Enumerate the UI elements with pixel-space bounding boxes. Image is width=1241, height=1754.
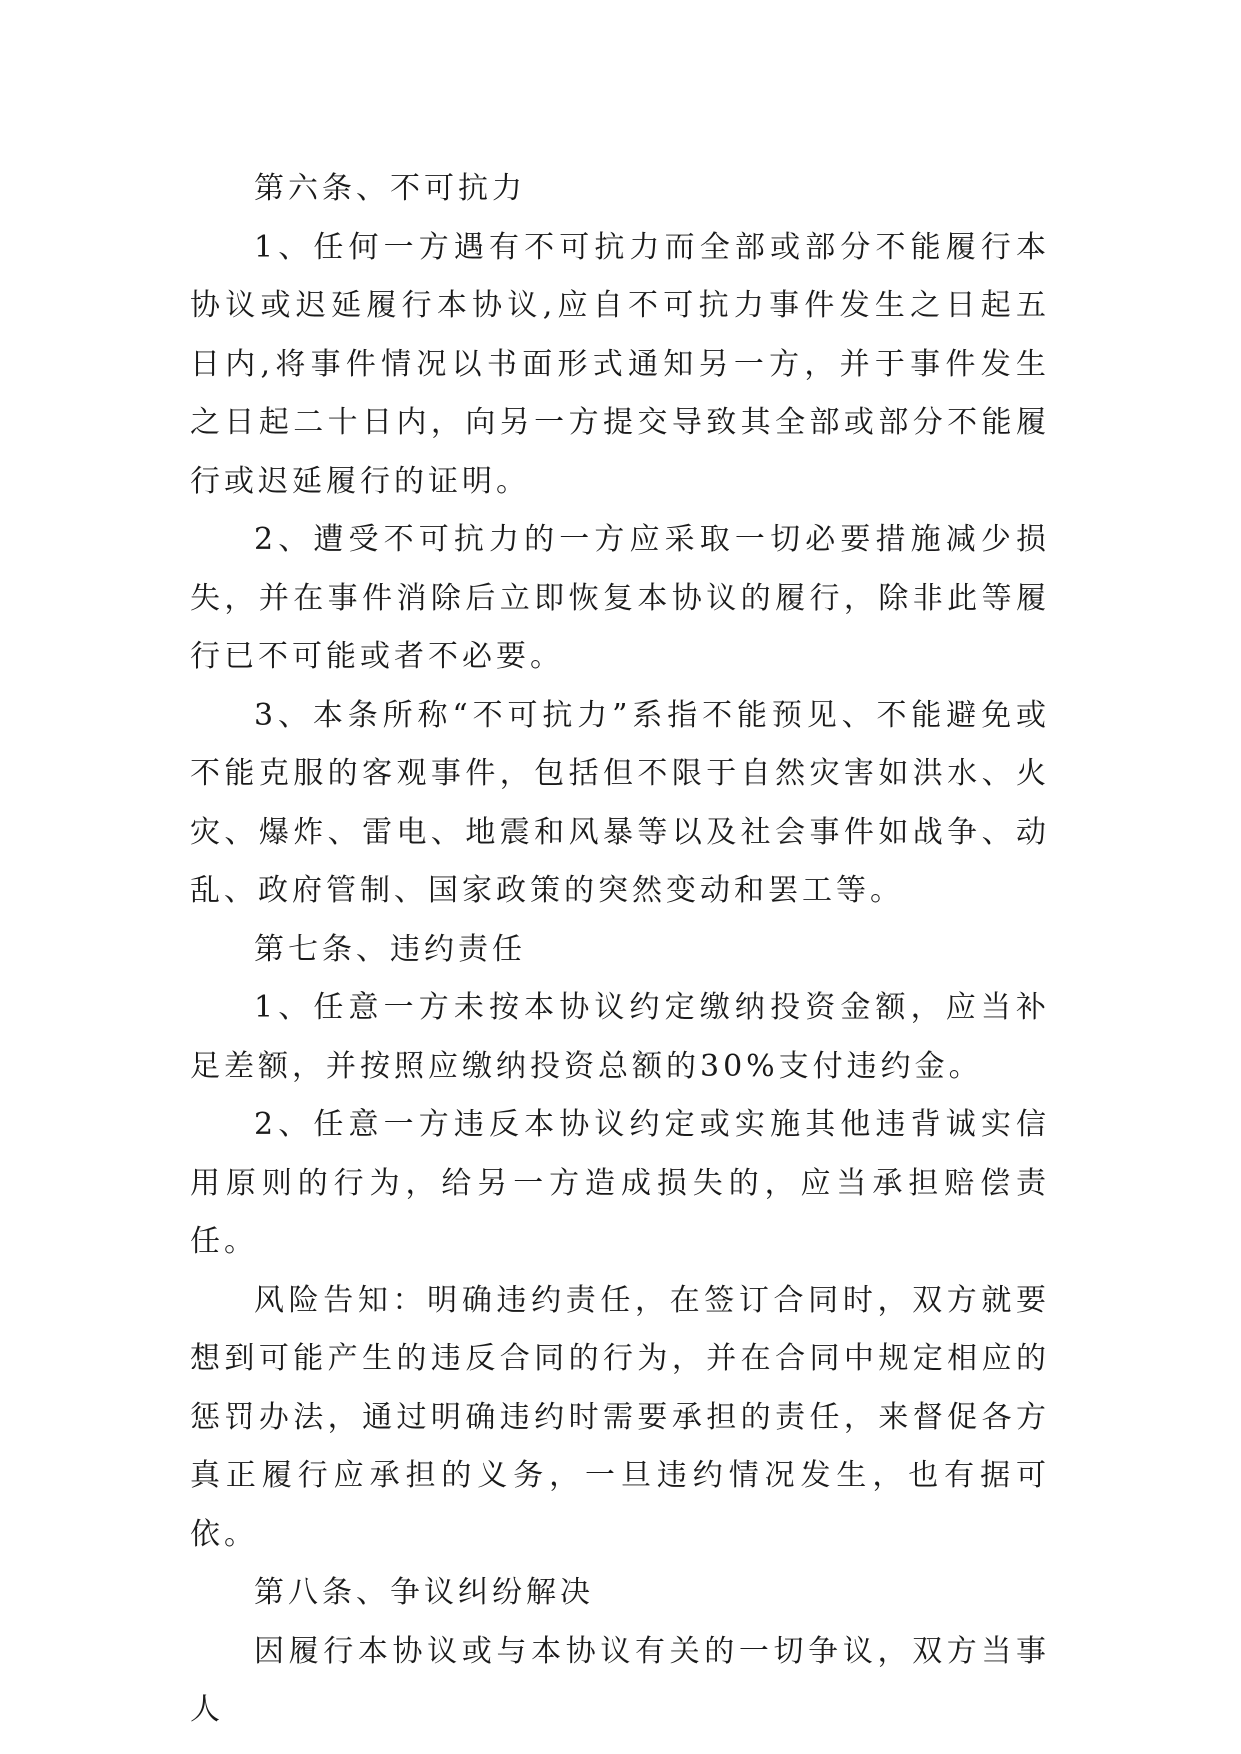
document-body bbox=[190, 160, 1050, 1740]
article-6-clause-3: 3、本条所称“不可抗力”系指不能预见、不能避免或不能克服的客观事件，包括但不限于自然灾害如洪水、火灾、爆炸、雷电、地震和风暴等以及社会事件如战争、动乱、政府管制、国家政策的突然变动和罢工等。 bbox=[190, 697, 1050, 908]
risk-notice-paragraph: 风险告知：明确违约责任，在签订合同时，双方就要想到可能产生的违反合同的行为，并在合同中规定相应的惩罚办法，通过明确违约时需要承担的责任，来督促各方真正履行应承担的义务，一旦违约情况发生，也有据可依。 bbox=[190, 1282, 1050, 1552]
article-8-heading: 第八条、争议纠纷解决 bbox=[254, 1575, 594, 1610]
article-6-clause-1: 1、任何一方遇有不可抗力而全部或部分不能履行本协议或迟延履行本协议,应自不可抗力事件发生之日起五日内,将事件情况以书面形式通知另一方，并于事件发生之日起二十日内，向另一方提交导致其全部或部分不能履行或迟延履行的证明。 bbox=[190, 229, 1050, 499]
article-7-heading: 第七条、违约责任 bbox=[254, 931, 526, 967]
article-6-clause-2: 2、遭受不可抗力的一方应采取一切必要措施减少损失，并在事件消除后立即恢复本协议的履行，除非此等履行已不可能或者不必要。 bbox=[190, 522, 1050, 674]
article-8-paragraph: 因履行本协议或与本协议有关的一切争议，双方当事人 bbox=[190, 1633, 1050, 1727]
article-7-clause-1: 1、任意一方未按本协议约定缴纳投资金额，应当补足差额，并按照应缴纳投资总额的30%支付违约金。 bbox=[190, 990, 1050, 1084]
article-7-clause-2: 2、任意一方违反本协议约定或实施其他违背诚实信用原则的行为，给另一方造成损失的，应当承担赔偿责任。 bbox=[190, 1107, 1050, 1259]
article-6-heading: 第六条、不可抗力 bbox=[254, 171, 526, 206]
